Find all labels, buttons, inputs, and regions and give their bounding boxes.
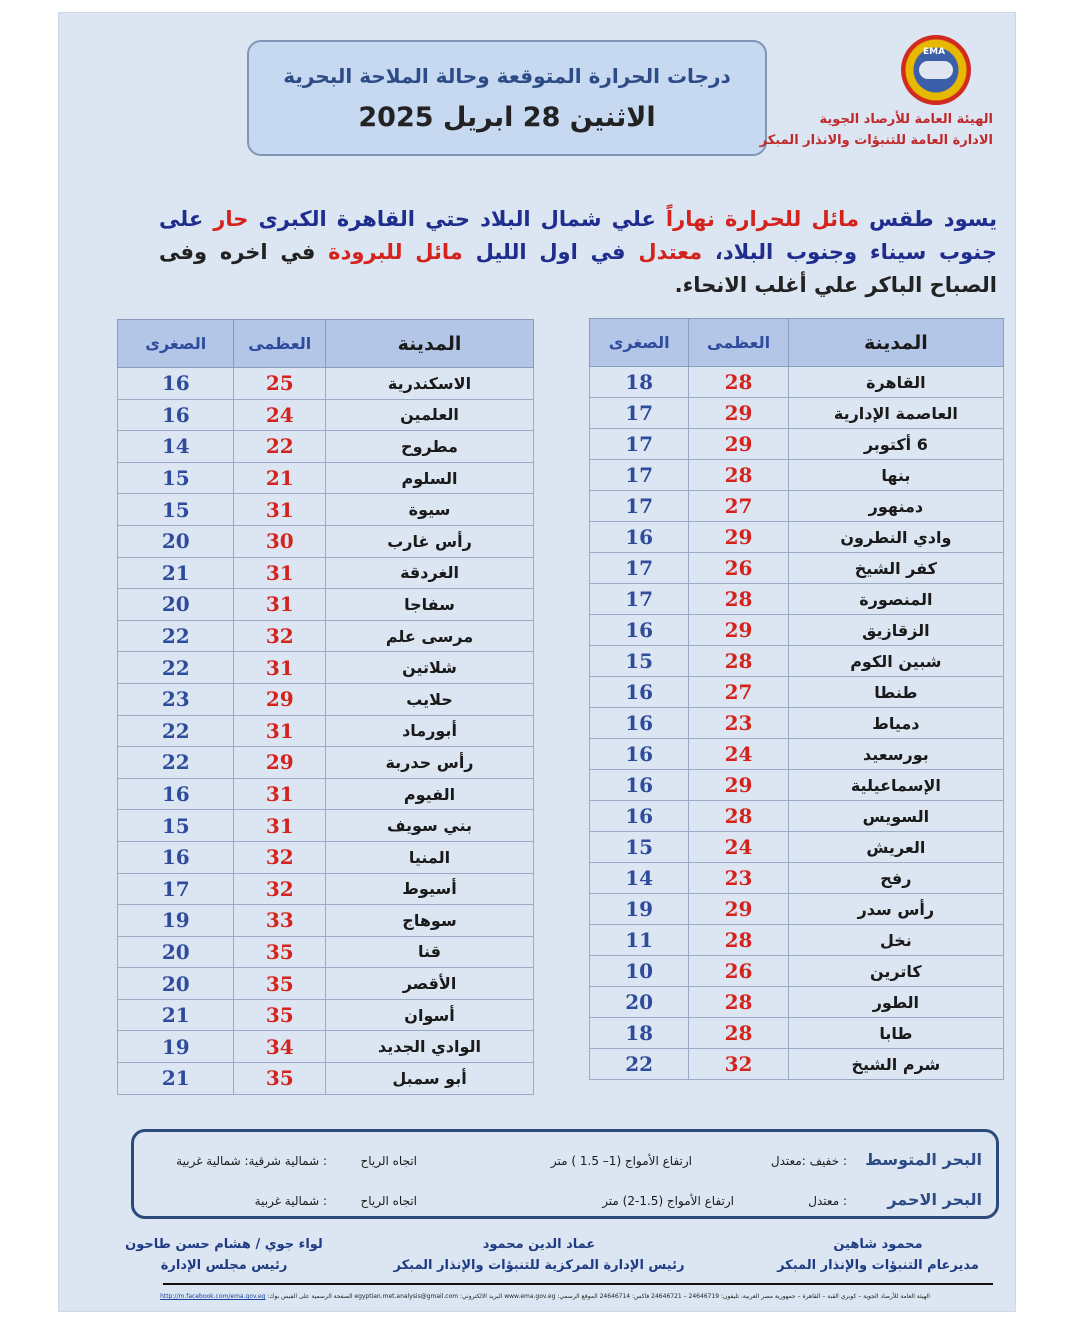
bulletin-page bbox=[58, 12, 1016, 1312]
signature-1 bbox=[763, 1234, 993, 1276]
min-temp: 17 bbox=[590, 429, 689, 460]
max-temp: 31 bbox=[234, 589, 326, 621]
max-temp: 29 bbox=[689, 770, 788, 801]
max-temp: 26 bbox=[689, 956, 788, 987]
min-temp: 11 bbox=[590, 925, 689, 956]
min-temp: 14 bbox=[118, 431, 234, 463]
table-row bbox=[590, 367, 1004, 398]
header-title: درجات الحرارة المتوقعة وحالة الملاحة البحرية bbox=[283, 64, 731, 88]
min-temp: 21 bbox=[118, 1063, 234, 1095]
min-temp: 17 bbox=[590, 460, 689, 491]
max-temp: 24 bbox=[689, 739, 788, 770]
city-name: القاهرة bbox=[788, 367, 1003, 398]
city-name: دمنهور bbox=[788, 491, 1003, 522]
forecast-text: يسود طقس bbox=[858, 207, 997, 231]
min-temp: 22 bbox=[590, 1049, 689, 1080]
wind-direction: : شمالية شرقية: شمالية غربية bbox=[176, 1154, 327, 1168]
max-temp: 31 bbox=[234, 557, 326, 589]
table-row bbox=[590, 677, 1004, 708]
min-temp: 17 bbox=[590, 491, 689, 522]
max-temp: 33 bbox=[234, 905, 326, 937]
city-name: أسوان bbox=[326, 999, 534, 1031]
min-temp: 20 bbox=[118, 936, 234, 968]
table-row bbox=[118, 873, 534, 905]
max-temp: 29 bbox=[689, 522, 788, 553]
table-row bbox=[118, 778, 534, 810]
min-temp: 20 bbox=[118, 525, 234, 557]
min-temp: 16 bbox=[590, 708, 689, 739]
max-temp: 24 bbox=[234, 399, 326, 431]
city-name: رفح bbox=[788, 863, 1003, 894]
table-row bbox=[590, 646, 1004, 677]
table-row bbox=[118, 905, 534, 937]
city-name: طابا bbox=[788, 1018, 1003, 1049]
city-name: العاصمة الإدارية bbox=[788, 398, 1003, 429]
city-name: 6 أكتوبر bbox=[788, 429, 1003, 460]
signatory-name: لواء جوي / هشام حسن طاحون bbox=[125, 1237, 323, 1252]
header-city: المدينة bbox=[788, 319, 1003, 367]
org-line-1: الهيئة العامة للأرصاد الجوية bbox=[819, 112, 993, 127]
max-temp: 28 bbox=[689, 987, 788, 1018]
max-temp: 31 bbox=[234, 715, 326, 747]
table-row bbox=[590, 429, 1004, 460]
table-row bbox=[590, 894, 1004, 925]
forecast-text: في اول الليل bbox=[462, 240, 639, 264]
max-temp: 31 bbox=[234, 810, 326, 842]
max-temp: 31 bbox=[234, 652, 326, 684]
min-temp: 22 bbox=[118, 747, 234, 779]
max-temp: 28 bbox=[689, 584, 788, 615]
table-row bbox=[118, 968, 534, 1000]
max-temp: 27 bbox=[689, 677, 788, 708]
mediterranean-row bbox=[142, 1152, 982, 1182]
header-min: الصغرى bbox=[590, 319, 689, 367]
max-temp: 21 bbox=[234, 462, 326, 494]
max-temp: 29 bbox=[689, 398, 788, 429]
table-row bbox=[590, 522, 1004, 553]
table-row bbox=[118, 557, 534, 589]
signatory-title: رئيس الإدارة المركزية للتنبؤات والإنذار المبكر bbox=[393, 1258, 685, 1273]
max-temp: 28 bbox=[689, 646, 788, 677]
city-temperature-table-left bbox=[117, 319, 534, 1095]
sea-name: البحر المتوسط bbox=[865, 1150, 982, 1169]
max-temp: 35 bbox=[234, 968, 326, 1000]
table-row bbox=[118, 525, 534, 557]
max-temp: 22 bbox=[234, 431, 326, 463]
forecast-text: علي شمال البلاد حتي القاهرة الكبرى bbox=[248, 207, 666, 231]
table-row bbox=[118, 1031, 534, 1063]
max-temp: 32 bbox=[689, 1049, 788, 1080]
forecast-highlight: حار bbox=[213, 207, 249, 231]
max-temp: 28 bbox=[689, 801, 788, 832]
city-name: طنطا bbox=[788, 677, 1003, 708]
organization-name bbox=[760, 109, 993, 151]
city-name: رأس سدر bbox=[788, 894, 1003, 925]
max-temp: 35 bbox=[234, 1063, 326, 1095]
forecast-highlight: معتدل bbox=[638, 240, 703, 264]
max-temp: 28 bbox=[689, 367, 788, 398]
table-row bbox=[590, 491, 1004, 522]
wave-height: ارتفاع الأمواج (1– 1.5 ) متر bbox=[550, 1154, 692, 1168]
city-name: وادي النطرون bbox=[788, 522, 1003, 553]
max-temp: 34 bbox=[234, 1031, 326, 1063]
min-temp: 16 bbox=[118, 841, 234, 873]
min-temp: 15 bbox=[118, 462, 234, 494]
min-temp: 18 bbox=[590, 367, 689, 398]
max-temp: 27 bbox=[689, 491, 788, 522]
city-name: الطور bbox=[788, 987, 1003, 1018]
city-name: سيوة bbox=[326, 494, 534, 526]
table-row bbox=[590, 1049, 1004, 1080]
table-row bbox=[118, 431, 534, 463]
min-temp: 17 bbox=[590, 398, 689, 429]
max-temp: 28 bbox=[689, 925, 788, 956]
header-box bbox=[247, 40, 767, 156]
city-name: كفر الشيخ bbox=[788, 553, 1003, 584]
min-temp: 16 bbox=[118, 778, 234, 810]
max-temp: 29 bbox=[234, 747, 326, 779]
min-temp: 15 bbox=[118, 494, 234, 526]
city-name: شلاتين bbox=[326, 652, 534, 684]
min-temp: 19 bbox=[118, 1031, 234, 1063]
table-row bbox=[590, 770, 1004, 801]
max-temp: 32 bbox=[234, 620, 326, 652]
max-temp: 28 bbox=[689, 460, 788, 491]
header-min: الصغرى bbox=[118, 320, 234, 368]
table-row bbox=[590, 987, 1004, 1018]
city-name: السويس bbox=[788, 801, 1003, 832]
city-name: الإسماعيلية bbox=[788, 770, 1003, 801]
min-temp: 20 bbox=[590, 987, 689, 1018]
table-row bbox=[590, 460, 1004, 491]
table-row bbox=[118, 589, 534, 621]
min-temp: 17 bbox=[590, 584, 689, 615]
wave-height: ارتفاع الأمواج (1.5-2) متر bbox=[602, 1194, 734, 1208]
footer-contact bbox=[105, 1293, 985, 1300]
header-max: العظمى bbox=[689, 319, 788, 367]
table-row bbox=[118, 1063, 534, 1095]
table-row bbox=[118, 841, 534, 873]
city-name: المنيا bbox=[326, 841, 534, 873]
sea-state: : خفيف :معتدل bbox=[770, 1154, 847, 1168]
max-temp: 35 bbox=[234, 936, 326, 968]
city-name: نخل bbox=[788, 925, 1003, 956]
city-name: رأس حدربة bbox=[326, 747, 534, 779]
header-date: الاثنين 28 ابريل 2025 bbox=[358, 102, 656, 133]
max-temp: 30 bbox=[234, 525, 326, 557]
footer-divider bbox=[163, 1283, 993, 1285]
signatory-title: مديرعام التنبؤات والإنذار المبكر bbox=[777, 1258, 979, 1273]
min-temp: 18 bbox=[590, 1018, 689, 1049]
max-temp: 29 bbox=[689, 615, 788, 646]
table-row bbox=[590, 708, 1004, 739]
city-name: كاترين bbox=[788, 956, 1003, 987]
max-temp: 28 bbox=[689, 1018, 788, 1049]
signatory-name: عماد الدين محمود bbox=[482, 1237, 596, 1252]
min-temp: 16 bbox=[590, 801, 689, 832]
city-name: العريش bbox=[788, 832, 1003, 863]
table-row bbox=[118, 462, 534, 494]
forecast-text: في اخره وفى الصباح الباكر علي أغلب الانحاء. bbox=[159, 240, 997, 297]
marine-conditions-box bbox=[131, 1129, 999, 1219]
max-temp: 25 bbox=[234, 368, 326, 400]
city-name: الزقازيق bbox=[788, 615, 1003, 646]
min-temp: 21 bbox=[118, 999, 234, 1031]
logo-text: EMA bbox=[923, 47, 946, 57]
table-row bbox=[590, 925, 1004, 956]
city-name: أبو سمبل bbox=[326, 1063, 534, 1095]
table-row bbox=[590, 553, 1004, 584]
min-temp: 16 bbox=[118, 368, 234, 400]
table-row bbox=[118, 715, 534, 747]
city-name: قنا bbox=[326, 936, 534, 968]
org-line-2: الادارة العامة للتنبؤات والانذار المبكر bbox=[759, 133, 993, 148]
city-name: المنصورة bbox=[788, 584, 1003, 615]
min-temp: 10 bbox=[590, 956, 689, 987]
min-temp: 20 bbox=[118, 589, 234, 621]
min-temp: 20 bbox=[118, 968, 234, 1000]
facebook-link[interactable]: http://m.facebook.com/ema.gov.eg bbox=[160, 1293, 266, 1300]
city-name: دمياط bbox=[788, 708, 1003, 739]
city-name: شبين الكوم bbox=[788, 646, 1003, 677]
max-temp: 29 bbox=[234, 683, 326, 715]
header-max: العظمى bbox=[234, 320, 326, 368]
forecast-text: على جنوب سيناء وجنوب البلاد، bbox=[159, 207, 997, 264]
city-temperature-table-right bbox=[589, 318, 1004, 1080]
table-row bbox=[590, 832, 1004, 863]
min-temp: 22 bbox=[118, 620, 234, 652]
city-name: بني سويف bbox=[326, 810, 534, 842]
min-temp: 17 bbox=[590, 553, 689, 584]
table-row bbox=[118, 999, 534, 1031]
min-temp: 19 bbox=[118, 905, 234, 937]
wind-direction: : شمالية غربية bbox=[254, 1194, 327, 1208]
city-name: سفاجا bbox=[326, 589, 534, 621]
min-temp: 22 bbox=[118, 652, 234, 684]
forecast-highlight: مائل للبرودة bbox=[328, 240, 463, 264]
min-temp: 16 bbox=[590, 677, 689, 708]
signature-3 bbox=[119, 1234, 329, 1276]
table-row bbox=[590, 398, 1004, 429]
max-temp: 32 bbox=[234, 873, 326, 905]
city-name: رأس غارب bbox=[326, 525, 534, 557]
city-name: السلوم bbox=[326, 462, 534, 494]
city-name: سوهاج bbox=[326, 905, 534, 937]
min-temp: 15 bbox=[590, 646, 689, 677]
max-temp: 24 bbox=[689, 832, 788, 863]
city-name: مرسى علم bbox=[326, 620, 534, 652]
table-row bbox=[118, 936, 534, 968]
min-temp: 15 bbox=[118, 810, 234, 842]
max-temp: 29 bbox=[689, 894, 788, 925]
city-name: الغردقة bbox=[326, 557, 534, 589]
header-city: المدينة bbox=[326, 320, 534, 368]
signatory-title: رئيس مجلس الإدارة bbox=[160, 1258, 288, 1273]
ema-logo-icon bbox=[901, 35, 971, 105]
table-row bbox=[118, 368, 534, 400]
table-row bbox=[590, 863, 1004, 894]
signature-2 bbox=[379, 1234, 699, 1276]
min-temp: 16 bbox=[118, 399, 234, 431]
wind-label: اتجاه الرياح bbox=[360, 1194, 417, 1208]
logo-cloud-shape bbox=[919, 61, 953, 79]
min-temp: 16 bbox=[590, 739, 689, 770]
table-row bbox=[118, 620, 534, 652]
min-temp: 16 bbox=[590, 522, 689, 553]
city-name: الاسكندرية bbox=[326, 368, 534, 400]
city-name: الوادي الجديد bbox=[326, 1031, 534, 1063]
min-temp: 16 bbox=[590, 615, 689, 646]
max-temp: 26 bbox=[689, 553, 788, 584]
table-row bbox=[118, 399, 534, 431]
table-row bbox=[590, 615, 1004, 646]
city-name: مطروح bbox=[326, 431, 534, 463]
forecast-highlight: مائل للحرارة نهاراً bbox=[665, 207, 859, 231]
max-temp: 23 bbox=[689, 863, 788, 894]
min-temp: 14 bbox=[590, 863, 689, 894]
sea-state: : معتدل bbox=[808, 1194, 847, 1208]
table-row bbox=[118, 747, 534, 779]
max-temp: 31 bbox=[234, 778, 326, 810]
min-temp: 16 bbox=[590, 770, 689, 801]
table-row bbox=[118, 810, 534, 842]
table-row bbox=[590, 801, 1004, 832]
table-row bbox=[590, 1018, 1004, 1049]
footer-text: الهيئة العامة للأرصاد الجوية – كوبري القبة – القاهرة – جمهورية مصر العربية، تليفون: 24646719 – 24646721 فاكس: 24646714 الموقع الرسمي: www.ema.gov.eg البريد الالكتروني: egyptian.met.analysis@gmail.com الصفحة الرسمية على الفيس بوك: bbox=[267, 1293, 930, 1300]
min-temp: 23 bbox=[118, 683, 234, 715]
min-temp: 19 bbox=[590, 894, 689, 925]
red-sea-row bbox=[142, 1192, 982, 1222]
min-temp: 15 bbox=[590, 832, 689, 863]
sea-name: البحر الاحمر bbox=[887, 1190, 982, 1209]
city-name: أسيوط bbox=[326, 873, 534, 905]
forecast-paragraph bbox=[159, 203, 997, 302]
city-name: بنها bbox=[788, 460, 1003, 491]
max-temp: 31 bbox=[234, 494, 326, 526]
wind-label: اتجاه الرياح bbox=[360, 1154, 417, 1168]
max-temp: 29 bbox=[689, 429, 788, 460]
table-row bbox=[590, 739, 1004, 770]
max-temp: 32 bbox=[234, 841, 326, 873]
city-name: الفيوم bbox=[326, 778, 534, 810]
table-row bbox=[118, 652, 534, 684]
max-temp: 35 bbox=[234, 999, 326, 1031]
city-name: أبورماد bbox=[326, 715, 534, 747]
table-row bbox=[118, 494, 534, 526]
min-temp: 21 bbox=[118, 557, 234, 589]
signatory-name: محمود شاهين bbox=[833, 1237, 923, 1252]
city-name: بورسعيد bbox=[788, 739, 1003, 770]
city-name: الأقصر bbox=[326, 968, 534, 1000]
city-name: حلايب bbox=[326, 683, 534, 715]
max-temp: 23 bbox=[689, 708, 788, 739]
table-row bbox=[590, 956, 1004, 987]
min-temp: 17 bbox=[118, 873, 234, 905]
min-temp: 22 bbox=[118, 715, 234, 747]
city-name: العلمين bbox=[326, 399, 534, 431]
city-name: شرم الشيخ bbox=[788, 1049, 1003, 1080]
table-row bbox=[118, 683, 534, 715]
table-row bbox=[590, 584, 1004, 615]
